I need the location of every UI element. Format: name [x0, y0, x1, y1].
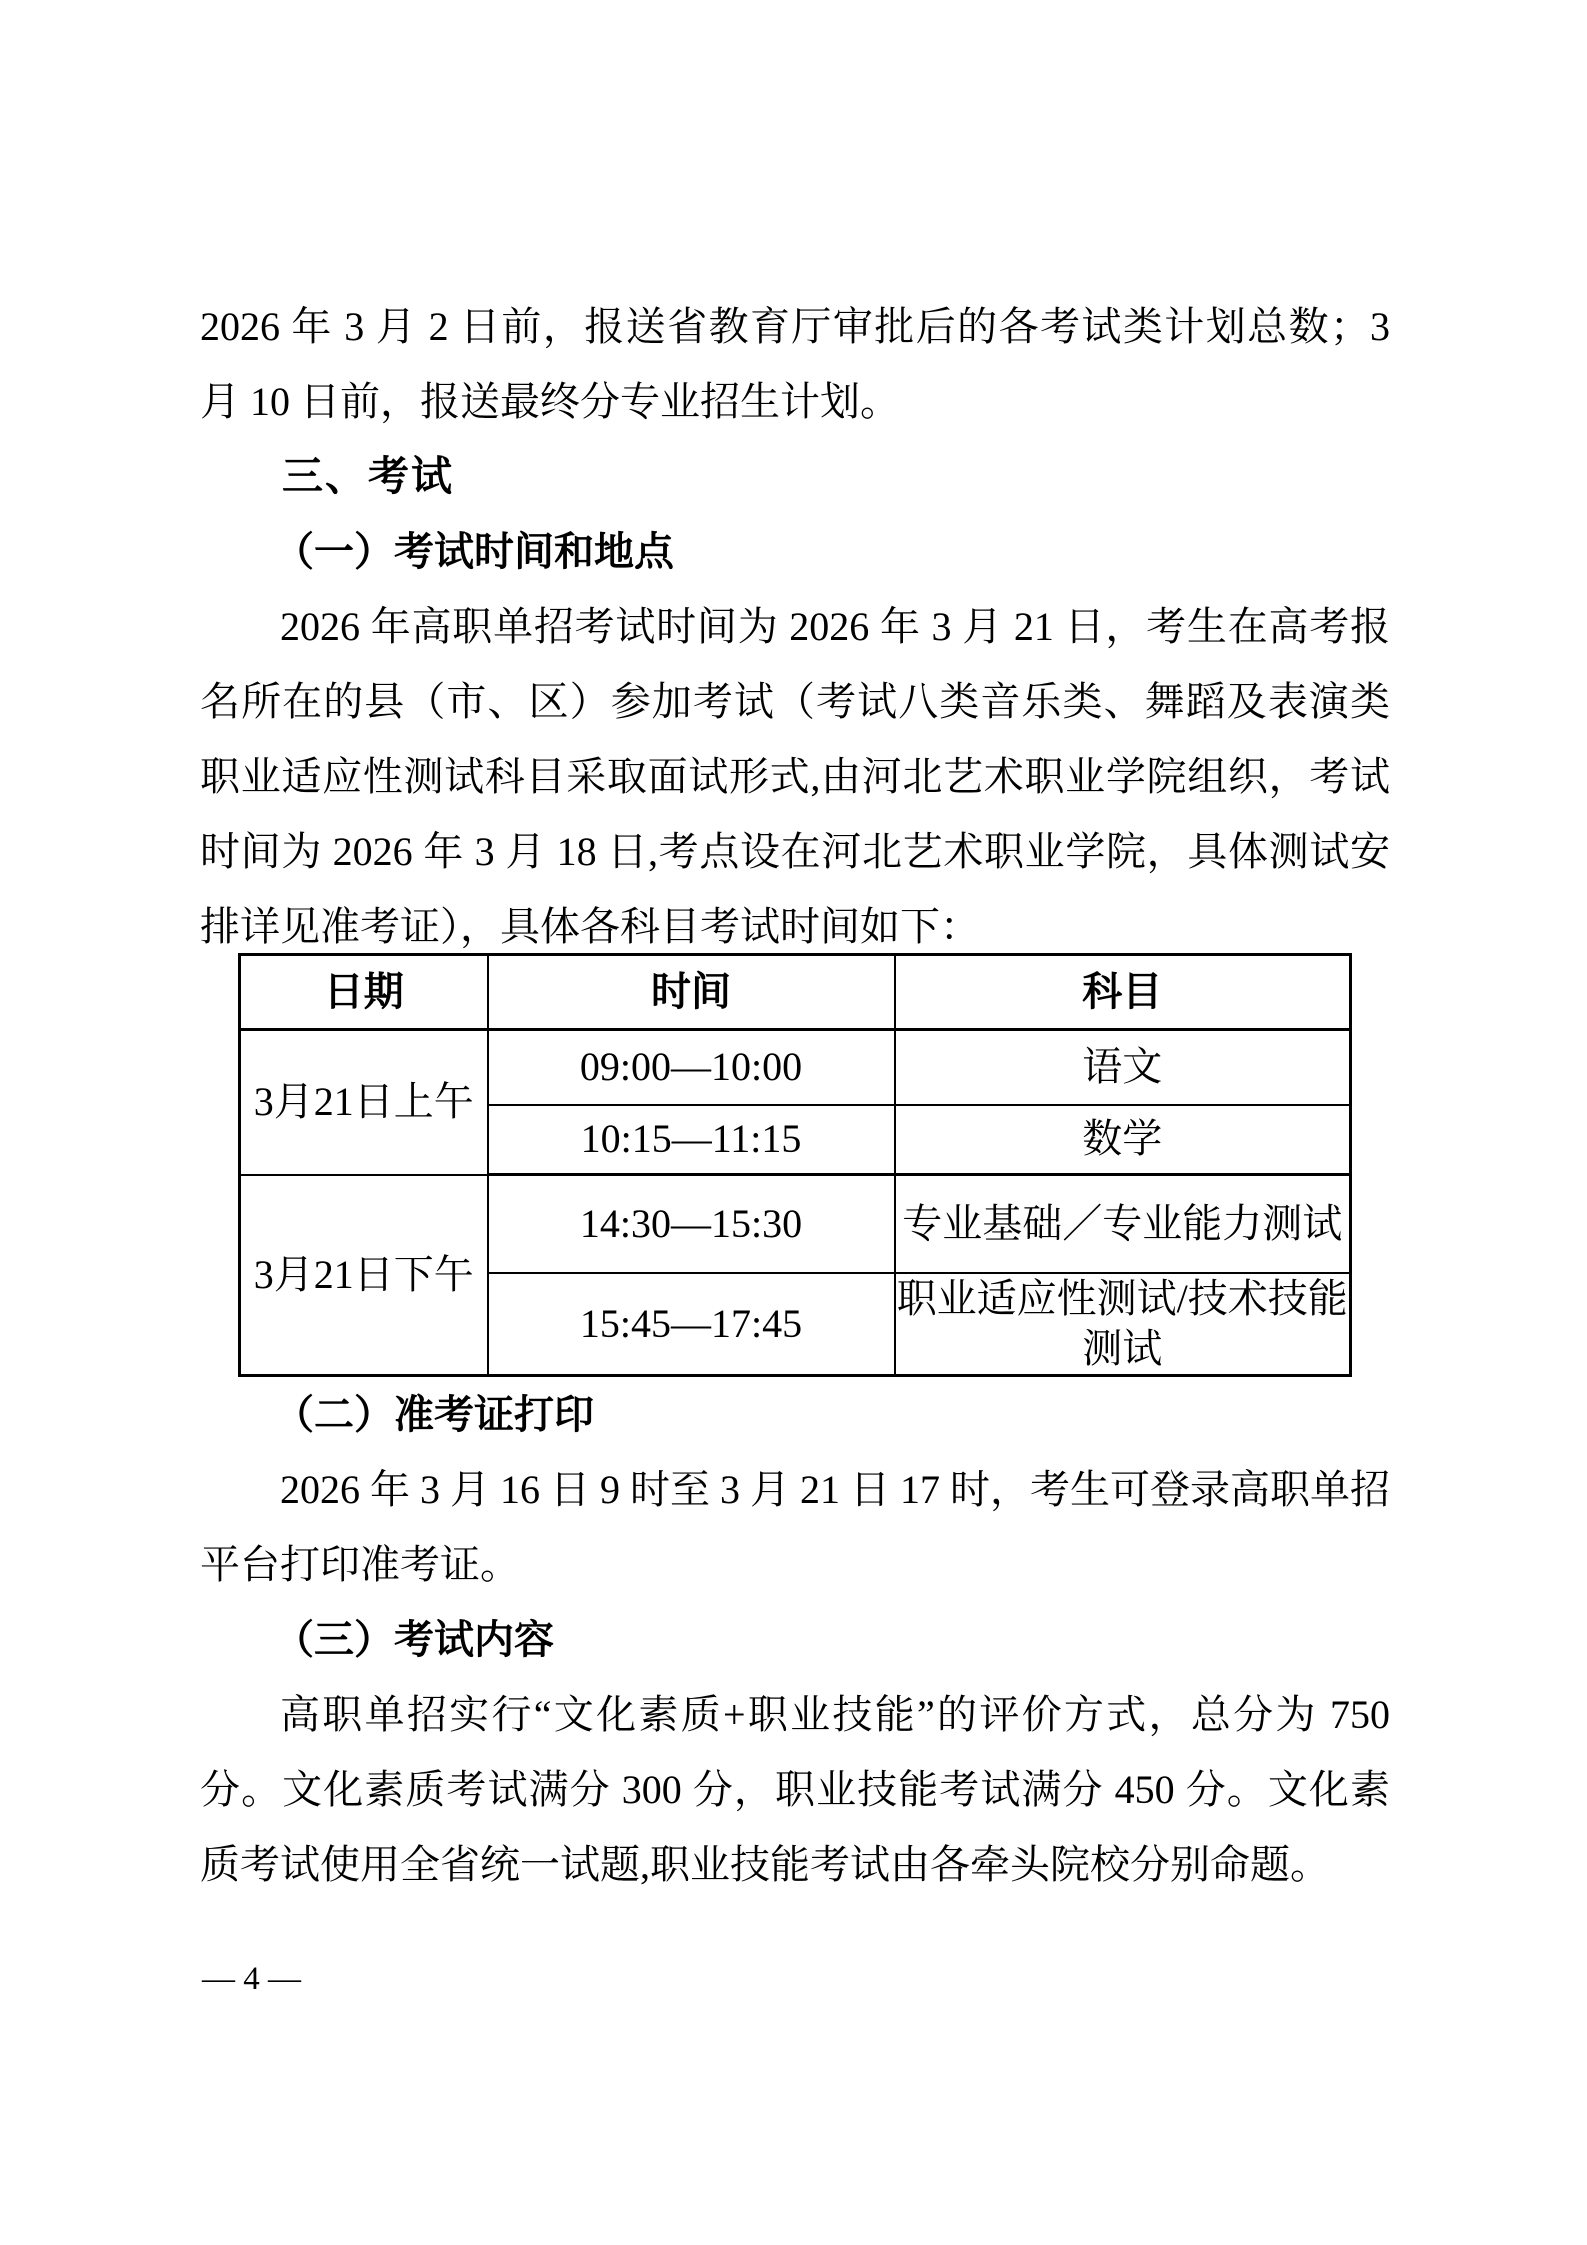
table-row — [240, 1175, 1351, 1273]
table-row — [240, 1030, 1351, 1105]
time-cell: 15:45—17:45 — [488, 1273, 895, 1376]
time-cell: 10:15—11:15 — [488, 1105, 895, 1175]
table-header-row — [240, 955, 1351, 1030]
table-header-time: 时间 — [488, 955, 895, 1030]
section-heading-exam: 三、考试 — [282, 453, 454, 499]
time-cell: 14:30—15:30 — [488, 1175, 895, 1273]
date-cell-afternoon: 3月21日下午 — [240, 1175, 488, 1376]
subsection-heading-time-place: （一）考试时间和地点 — [274, 529, 674, 574]
subject-cell: 专业基础／专业能力测试 — [895, 1175, 1351, 1273]
subsection-heading-admission-ticket: （二）准考证打印 — [274, 1391, 594, 1437]
time-cell: 09:00—10:00 — [488, 1030, 895, 1105]
subject-cell: 语文 — [895, 1030, 1351, 1105]
exam-schedule-table — [238, 953, 1352, 1377]
paragraph-exam-content: 高职单招实行“文化素质+职业技能”的评价方式，总分为 750 分。文化素质考试满分 300 分，职业技能考试满分 450 分。文化素质考试使用全省统一试题,职业技能考试由各牵头院校分别命题。 — [200, 1691, 1390, 1887]
subject-cell: 职业适应性测试/技术技能测试 — [895, 1273, 1351, 1376]
table-header-subject: 科目 — [895, 955, 1351, 1030]
table-header-date: 日期 — [240, 955, 488, 1030]
page-number: — 4 — — [202, 1960, 301, 1997]
subsection-heading-exam-content: （三）考试内容 — [274, 1616, 554, 1662]
paragraph-plan-deadline: 2026 年 3 月 2 日前，报送省教育厅审批后的各考试类计划总数；3 月 10 日前，报送最终分专业招生计划。 — [200, 304, 1390, 424]
paragraph-exam-schedule: 2026 年高职单招考试时间为 2026 年 3 月 21 日，考生在高考报名所在的县（市、区）参加考试（考试八类音乐类、舞蹈及表演类职业适应性测试科目采取面试形式,由河北艺术职业学院组织，考试时间为 2026 年 3 月 18 日,考点设在河北艺术职业学院，具体测试安排详见准考证），具体各科目考试时间如下： — [200, 604, 1390, 949]
subject-cell: 数学 — [895, 1105, 1351, 1175]
date-cell-morning: 3月21日上午 — [240, 1030, 488, 1175]
paragraph-ticket-printing: 2026 年 3 月 16 日 9 时至 3 月 21 日 17 时，考生可登录高职单招平台打印准考证。 — [200, 1466, 1390, 1587]
